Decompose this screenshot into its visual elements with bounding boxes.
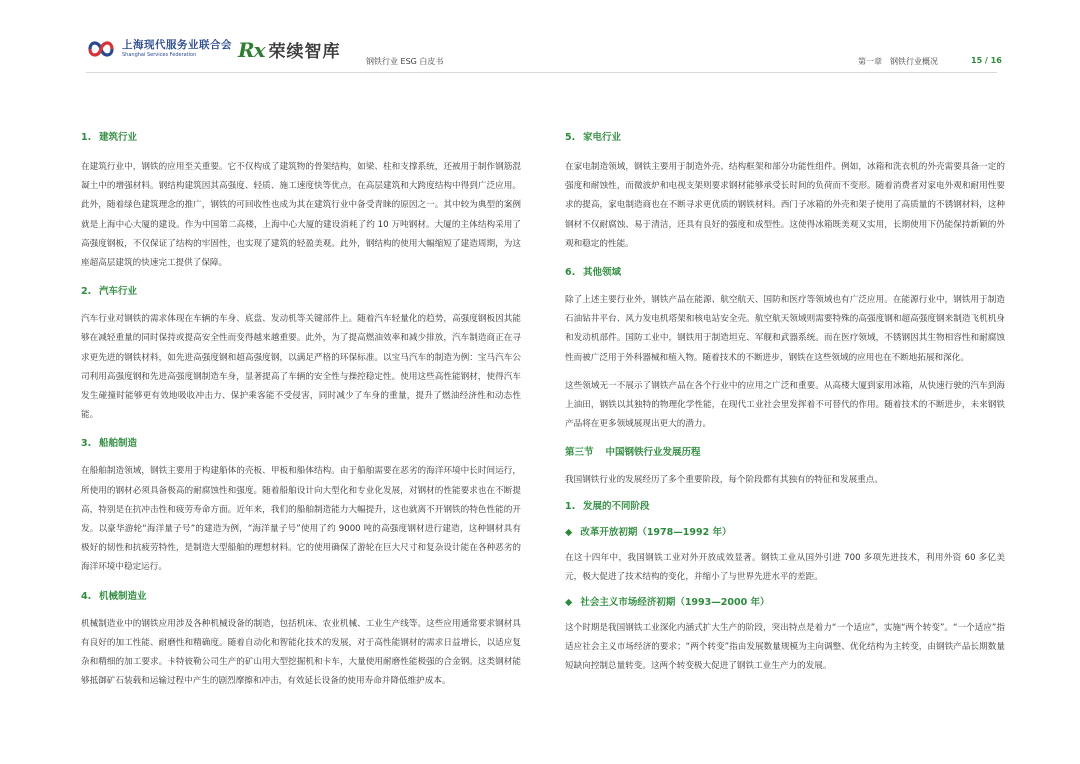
federation-logo-icon [86, 38, 116, 60]
heading-development-stages: 1. 发展的不同阶段 [565, 500, 650, 512]
section-heading: 第三节 中国钢铁行业发展历程 [565, 447, 701, 459]
chapter-title: 第一章 钢铁行业概况 [858, 57, 938, 66]
paragraph-reform: 在这十四年中，我国钢铁工业对外开放成效显著。钢铁工业从国外引进 700 多项先进技术，利用外资 60 多亿美元，极大促进了技术结构的变化，并缩小了与世界先进水平的差距。 [565, 552, 1005, 582]
paragraph-market-economy: 这个时期是我国钢铁工业深化内涵式扩大生产的阶段，突出特点是着力“一个适应”，实施“两个转变”。“一个适应”指适应社会主义市场经济的要求；“两个转变”指由发展数量规模为主向调整、优化结构为主转变，由钢铁产品长期数量短缺向控制总量转变。这两个转变极大促进了钢铁工业生产力的发展。 [565, 623, 1005, 672]
rx-logo-mark: Rx [238, 37, 265, 62]
right-column [565, 126, 1005, 677]
paragraph-construction: 在建筑行业中，钢铁的应用至关重要。它不仅构成了建筑物的骨架结构，如梁、柱和支撑系统，还被用于制作钢筋混凝土中的增强材料。钢结构建筑因其高强度、轻质、施工速度快等优点，在高层建筑和大跨度结构中得到广泛应用。此外，随着绿色建筑理念的推广，钢铁的可回收性也成为其在建筑行业中备受青睐的原因之一。其中较为典型的案例就是上海中心大厦的建设。作为中国第二高楼，上海中心大厦的建设消耗了约 10 万吨钢材。大厦的主体结构采用了高强度钢板，不仅保证了结构的牢固性，也实现了建筑的轻盈美观。此外，钢结构的使用大幅缩短了建造周期，为这座超高层建筑的快速完工提供了保障。 [81, 162, 521, 269]
page-number: 15 / 16 [971, 56, 1002, 65]
left-column [81, 126, 521, 691]
paragraph-summary: 这些领域无一不展示了钢铁产品在各个行业中的应用之广泛和重要。从高楼大厦到家用冰箱，从快速行驶的汽车到海上油田，钢铁以其独特的物理化学性能，在现代工业社会里发挥着不可替代的作用。随着技术的不断进步，未来钢铁产品将在更多领域展现出更大的潜力。 [565, 380, 1005, 430]
stage-heading-reform: ◆ 改革开放初期（1978—1992 年） [565, 526, 732, 538]
paragraph-other-fields: 除了上述主要行业外，钢铁产品在能源、航空航天、国防和医疗等领域也有广泛应用。在能源行业中，钢铁用于制造石油钻井平台、风力发电机塔架和核电站安全壳。航空航天领域则需要特殊的高强度钢和超高强度钢来制造飞机机身和发动机部件。国防工业中，钢铁用于制造坦克、军舰和武器系统。而在医疗领域，不锈钢因其生物相容性和耐腐蚀性而被广泛用于外科器械和植入物。随着技术的不断进步，钢铁在这些领域的应用也在不断地拓展和深化。 [565, 295, 1005, 363]
page-header [0, 0, 1080, 84]
rongxu-logo [238, 37, 341, 62]
section-intro: 我国钢铁行业的发展经历了多个重要阶段，每个阶段都有其独有的特征和发展重点。 [565, 475, 883, 486]
federation-name-en: Shanghai Services Federation [122, 51, 197, 58]
heading-machinery: 4. 机械制造业 [81, 590, 147, 602]
federation-logo [86, 38, 232, 60]
header-divider [86, 72, 997, 73]
diamond-bullet-icon: ◆ [565, 597, 573, 609]
heading-other-fields: 6. 其他领域 [565, 267, 622, 279]
paragraph-shipbuilding: 在船舶制造领域，钢铁主要用于构建船体的壳板、甲板和船体结构。由于船舶需要在恶劣的海洋环境中长时间运行，所使用的钢材必须具备极高的耐腐蚀性和强度。随着船舶设计向大型化和专业化发展，对钢材的性能要求也在不断提高，特别是在抗冲击性和疲劳寿命方面。近年来，我们的船舶制造能力大幅提升，这也就离不开钢铁的特色性能的开发。以豪华游轮“海洋量子号”的建造为例，“海洋量子号”使用了约 9000 吨的高强度钢材进行建造，这种钢材具有极好的韧性和抗疲劳特性，是制造大型船舶的理想材料。它的使用确保了游轮在巨大尺寸和复杂设计能在各种恶劣的海洋环境中稳定运行。 [81, 466, 521, 573]
heading-construction: 1. 建筑行业 [81, 132, 138, 143]
diamond-bullet-icon: ◆ [565, 526, 573, 538]
paragraph-appliances: 在家电制造领域，钢铁主要用于制造外壳、结构框架和部分功能性组件。例如，冰箱和洗衣机的外壳需要具备一定的强度和耐蚀性，而微波炉和电视支架则要求钢材能够承受长时间的负荷而不变形。随着消费者对家电外观和耐用性要求的提高，家电制造商也在不断寻求更优质的钢铁材料。西门子冰箱的外壳和架子使用了高质量的不锈钢材料，这种钢材不仅耐腐蚀、易于清洁，还具有良好的强度和成型性。这使得冰箱既美观又实用，长期使用下仍能保持新颖的外观和稳定的性能。 [565, 162, 1005, 249]
brand-name: 荣续智库 [268, 42, 341, 62]
heading-appliances: 5. 家电行业 [565, 132, 622, 143]
heading-automotive: 2. 汽车行业 [81, 286, 138, 298]
paragraph-machinery: 机械制造业中的钢铁应用涉及各种机械设备的制造，包括机床、农业机械、工业生产线等。这些应用通常要求钢材具有良好的加工性能、耐磨性和精确度。随着自动化和智能化技术的发展，对于高性能钢材的需求日益增长，以适应复杂和精细的加工要求。卡特彼勒公司生产的矿山用大型挖掘机和卡车，大量使用耐磨性能极强的合金钢。这类钢材能够抵御矿石装载和运输过程中产生的剧烈摩擦和冲击，有效延长设备的使用寿命并降低维护成本。 [81, 618, 521, 687]
heading-shipbuilding: 3. 船舶制造 [81, 438, 138, 450]
paragraph-automotive: 汽车行业对钢铁的需求体现在车辆的车身、底盘、发动机等关键部件上。随着汽车轻量化的趋势，高强度钢板因其能够在减轻重量的同时保持或提高安全性而变得越来越重要。此外，为了提高燃油效率和减少排放，汽车制造商正在寻求更先进的钢铁材料，如先进高强度钢和超高强度钢，以满足严格的环保标准。以宝马汽车的制造为例：宝马汽车公司利用高强度钢和先进高强度钢制造车身，显著提高了车辆的安全性与操控稳定性。使用这些高性能钢材，使得汽车发生碰撞时能够更有效地吸收冲击力、保护乘客能不受侵害，同时减少了车身的重量，提升了燃油经济性和动态性能。 [81, 314, 521, 421]
stage-heading-market-economy: ◆ 社会主义市场经济初期（1993—2000 年） [565, 597, 770, 609]
document-title: 钢铁行业 ESG 白皮书 [366, 57, 444, 66]
federation-name: 上海现代服务业联合会 [122, 39, 232, 52]
